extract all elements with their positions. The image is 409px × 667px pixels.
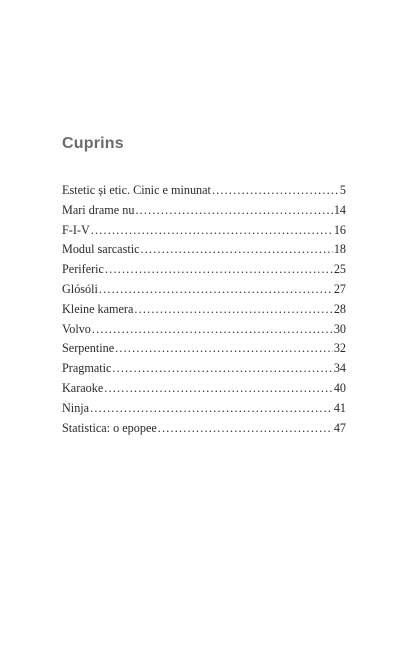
toc-entry-title: Mari drame nu: [62, 202, 135, 217]
toc-entry-page: 32: [333, 341, 346, 356]
toc-entry-title: Karaoke: [62, 380, 104, 395]
dot-leader: [158, 421, 333, 436]
toc-entry-title: Pragmatic: [62, 361, 112, 376]
dot-leader: [91, 223, 333, 238]
toc-entry-page: 47: [333, 420, 346, 435]
toc-entry-title: Statistica: o epopee: [62, 420, 157, 435]
dot-leader: [115, 341, 333, 356]
toc-entry-title: Kleine kamera: [62, 301, 134, 316]
toc-entry: [62, 381, 346, 401]
toc-entry: [62, 203, 346, 223]
toc-entry: [62, 223, 346, 243]
toc-entry: [62, 401, 346, 421]
dot-leader: [212, 183, 339, 198]
toc-entry: [62, 322, 346, 342]
toc-entry-title: Periferic: [62, 262, 104, 277]
toc-entry-page: 14: [333, 202, 346, 217]
toc-entry: [62, 361, 346, 381]
dot-leader: [135, 203, 332, 218]
toc-entry: [62, 341, 346, 361]
toc-entry-page: 18: [333, 242, 346, 257]
toc-entry-page: 28: [333, 301, 346, 316]
toc-entry: [62, 282, 346, 302]
toc-heading: Cuprins: [62, 135, 124, 152]
dot-leader: [105, 262, 333, 277]
toc-entry: [62, 421, 346, 441]
toc-entry-page: 30: [333, 321, 346, 336]
toc-entry-page: 5: [339, 183, 346, 197]
toc-entry-page: 25: [333, 262, 346, 277]
dot-leader: [141, 242, 333, 257]
dot-leader: [99, 282, 333, 297]
toc-entry-title: Modul sarcastic: [62, 242, 140, 257]
toc-entry-title: Estetic și etic. Cinic e minunat: [62, 183, 211, 197]
dot-leader: [112, 361, 332, 376]
dot-leader: [90, 401, 333, 416]
toc-list: [62, 183, 346, 440]
toc-entry-page: 16: [333, 222, 346, 237]
toc-entry: [62, 262, 346, 282]
dot-leader: [134, 302, 332, 317]
toc-entry-title: F-I-V: [62, 222, 90, 237]
toc-entry-title: Volvo: [62, 321, 91, 336]
toc-entry-page: 40: [333, 380, 346, 395]
toc-entry: [62, 183, 346, 203]
toc-entry: [62, 302, 346, 322]
toc-entry-page: 34: [333, 361, 346, 376]
dot-leader: [92, 322, 333, 337]
toc-entry-title: Ninja: [62, 400, 90, 415]
toc-entry-page: 27: [333, 281, 346, 296]
dot-leader: [104, 381, 333, 396]
toc-entry-page: 41: [333, 400, 346, 415]
toc-entry: [62, 242, 346, 262]
toc-entry-title: Glósóli: [62, 281, 98, 296]
toc-entry-title: Serpentine: [62, 341, 115, 356]
